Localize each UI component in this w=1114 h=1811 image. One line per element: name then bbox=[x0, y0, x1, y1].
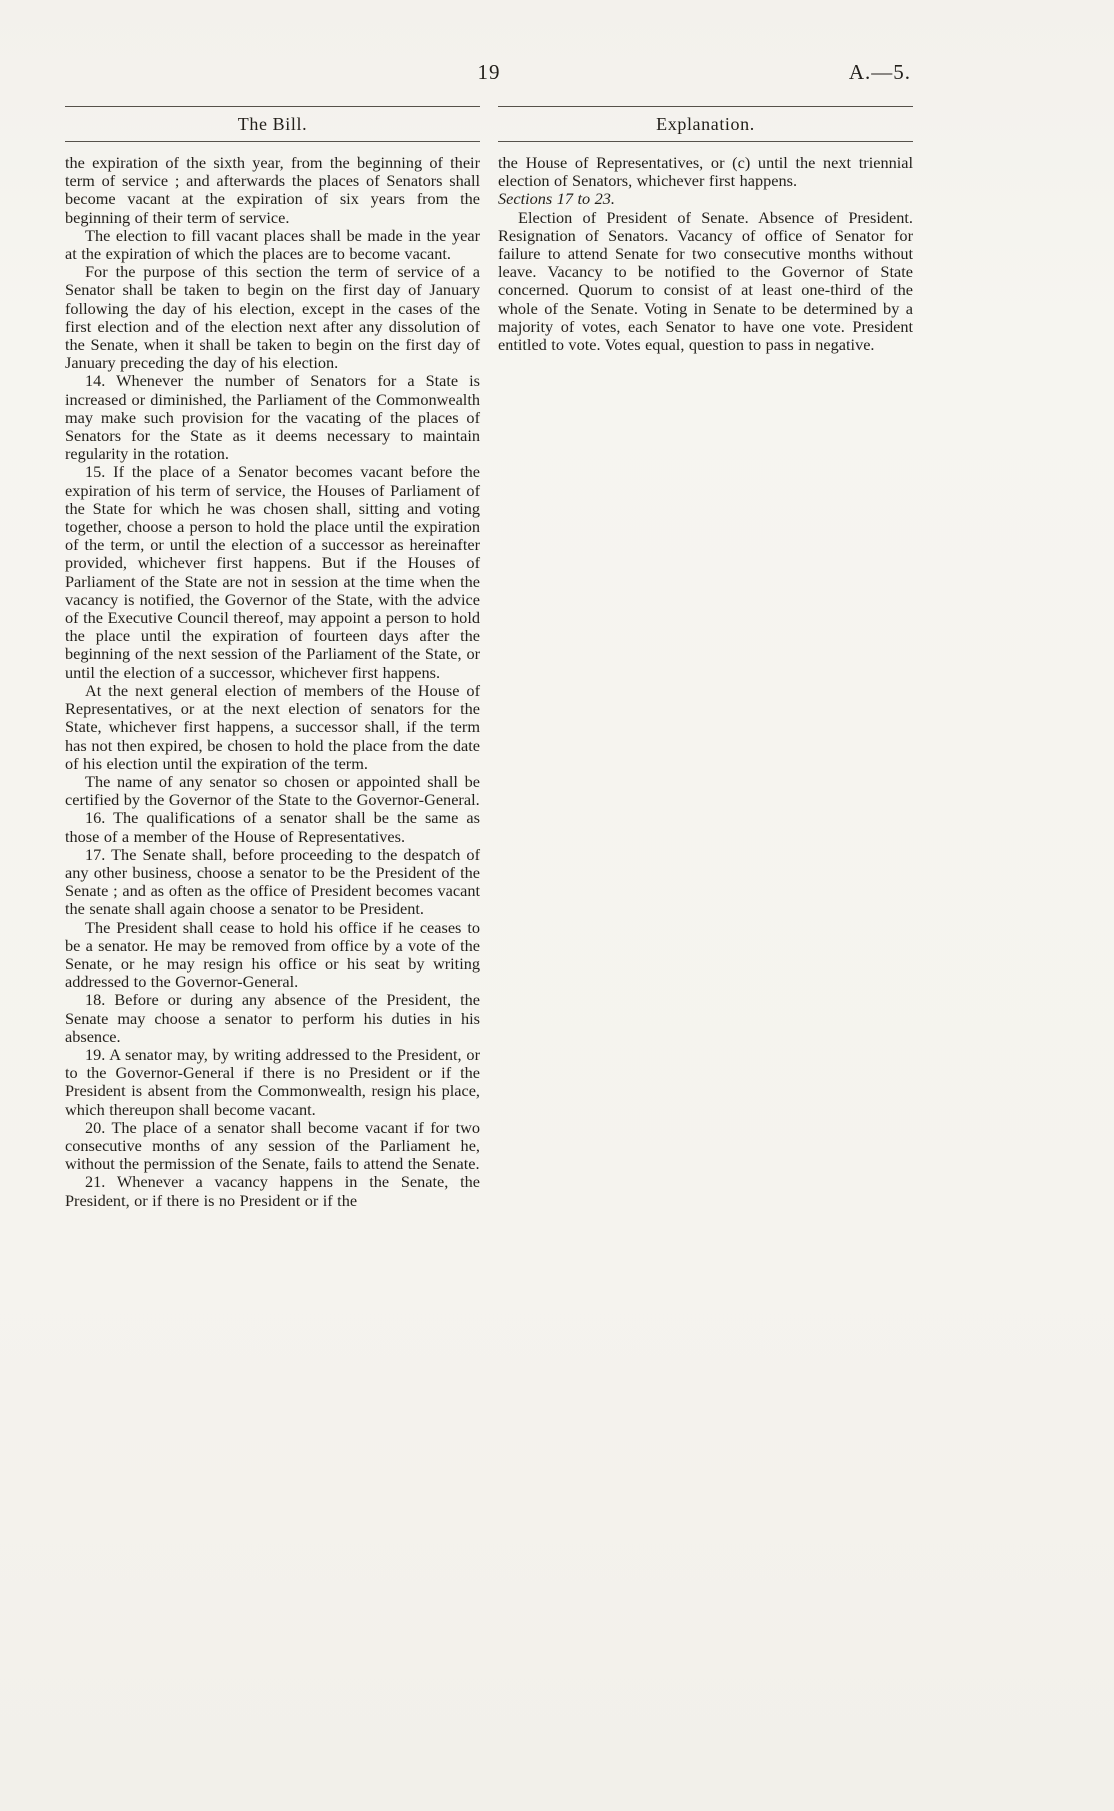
page-number: 19 bbox=[477, 60, 501, 84]
paragraph: 18. Before or during any absence of the President, the Senate may choose a senator to perform his duties in his absence. bbox=[65, 990, 480, 1046]
paragraph: The President shall cease to hold his office if he ceases to be a senator. He may be removed from office by a vote of the Senate, or he may resign his office or his seat by writing addressed to the Governor-General. bbox=[65, 917, 480, 992]
explanation-column bbox=[498, 106, 913, 1210]
explanation-column-heading: Explanation. bbox=[656, 114, 755, 134]
page-header bbox=[65, 58, 913, 92]
paragraph: The name of any senator so chosen or appointed shall be certified by the Governor of the State to the Governor-General. bbox=[65, 771, 480, 810]
paragraph: the expiration of the sixth year, from the beginning of their term of service ; and afterwards the places of Senators shall become vacant at the expiration of six years from the beginning of their term of service. bbox=[65, 153, 480, 227]
two-column-layout bbox=[65, 106, 913, 1210]
paragraph: At the next general election of members of the House of Representatives, or at the next election of senators for the State, whichever first happens, a successor shall, if the term has not then expired, be chosen to hold the place from the date of his election until the expiration of the term. bbox=[65, 680, 480, 773]
bill-column-body bbox=[65, 154, 480, 1210]
explanation-column-body bbox=[498, 154, 913, 354]
paragraph: the House of Representatives, or (c) until the next triennial election of Senators, whichever first happens. bbox=[498, 153, 913, 191]
paragraph: 16. The qualifications of a senator shall be the same as those of a member of the House of Representatives. bbox=[65, 808, 480, 846]
paragraph: Election of President of Senate. Absence of President. Resignation of Senators. Vacancy of office of Senator for failure to attend Senate for two consecutive months without leave. Vacancy to be notified to the Governor of State concerned. Quorum to consist of at least one-third of the whole of the Senate. Voting in Senate to be determined by a majority of votes, each Senator to have one vote. President entitled to vote. Votes equal, question to pass in negative. bbox=[498, 207, 913, 355]
paragraph: 14. Whenever the number of Senators for a State is increased or diminished, the Parliament of the Commonwealth may make such provision for the vacating of the places of Senators for the State as it deems necessary to maintain regularity in the rotation. bbox=[65, 371, 480, 464]
bill-column-heading: The Bill. bbox=[237, 114, 308, 134]
paragraph: For the purpose of this section the term of service of a Senator shall be taken to begin on the first day of January following the day of his election, except in the cases of the first election and of the election next after any dissolution of the Senate, when it shall be taken to begin on the first day of January preceding the day of his election. bbox=[65, 262, 480, 373]
paragraph: 15. If the place of a Senator becomes vacant before the expiration of his term of service, the Houses of Parliament of the State for which he was chosen shall, sitting and voting together, choose a person to hold the place until the expiration of the term, or until the election of a successor as hereinafter provided, whichever first happens. But if the Houses of Parliament of the State are not in session at the time when the vacancy is notified, the Governor of the State, with the advice of the Executive Council thereof, may appoint a person to hold the place until the expiration of fourteen days after the beginning of the next session of the Parliament of the State, or until the election of a successor, whichever first happens. bbox=[65, 462, 480, 682]
paragraph: 19. A senator may, by writing addressed to the President, or to the Governor-General if there is no President or if the President is absent from the Commonwealth, resign his place, which thereupon shall become vacant. bbox=[65, 1044, 480, 1119]
section-label: Sections 17 to 23. bbox=[498, 189, 615, 209]
column-rule bbox=[65, 141, 480, 142]
paragraph: 21. Whenever a vacancy happens in the Senate, the President, or if there is no President or if the bbox=[65, 1172, 480, 1210]
paragraph: 17. The Senate shall, before proceeding to the despatch of any other business, choose a senator to be the President of the Senate ; and as often as the office of President becomes vacant the senate shall again choose a senator to be President. bbox=[65, 844, 480, 919]
paragraph: 20. The place of a senator shall become vacant if for two consecutive months of any session of the Parliament he, without the permission of the Senate, fails to attend the Senate. bbox=[65, 1117, 480, 1174]
paragraph: The election to fill vacant places shall be made in the year at the expiration of which the places are to become vacant. bbox=[65, 225, 480, 264]
document-reference: A.—5. bbox=[848, 60, 911, 84]
column-rule bbox=[498, 141, 913, 142]
text-block bbox=[65, 58, 913, 1210]
bill-column bbox=[65, 106, 480, 1210]
